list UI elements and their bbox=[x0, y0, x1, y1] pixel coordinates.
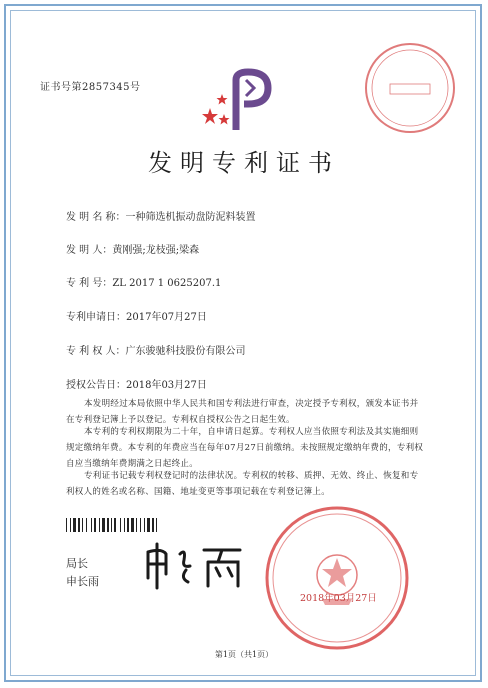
field-row-patent-number bbox=[66, 274, 221, 289]
barcode-bar bbox=[91, 518, 92, 532]
field-value: 2017年07月27日 bbox=[126, 312, 207, 323]
seal-date: 2018年03月27日 bbox=[300, 593, 377, 604]
field-row-patentee bbox=[66, 342, 246, 357]
paragraph-term: 本专利的专利权期限为二十年，自申请日起算。专利权人应当依照专利法及其实施细则规定缴纳年费。本专利的年费应当在每年07月27日前缴纳。未按照规定缴纳年费的，专利权自应当缴纳年费期满之日起终止。 bbox=[66, 427, 424, 469]
barcode bbox=[66, 518, 194, 532]
barcode-bar bbox=[144, 518, 145, 532]
barcode-bar bbox=[94, 518, 96, 532]
certificate-number: 证书号第2857345号 bbox=[40, 82, 141, 93]
field-label: 发 明 人： bbox=[66, 245, 113, 256]
barcode-bar bbox=[156, 518, 157, 532]
barcode-bar bbox=[86, 518, 87, 532]
patent-office-logo-icon bbox=[200, 68, 280, 134]
page-footer: 第1页（共1页） bbox=[214, 650, 274, 659]
paragraph-legal-status: 专利证书记载专利权登记时的法律状况。专利权的转移、质押、无效、终止、恢复和专利权人的姓名或名称、国籍、地址变更等事项记载在专利登记簿上。 bbox=[66, 471, 419, 497]
field-label: 授权公告日： bbox=[66, 380, 126, 391]
director-title: 局长 bbox=[66, 557, 88, 570]
barcode-bar bbox=[78, 518, 80, 532]
paragraph-decision: 本发明经过本局依照中华人民共和国专利法进行审查，决定授予专利权，颁发本证书并在专利登记簿上予以登记。专利权自授权公告之日起生效。 bbox=[66, 399, 419, 425]
field-value: 一种筛选机振动盘防泥料装置 bbox=[125, 212, 256, 223]
official-seal-icon bbox=[262, 503, 412, 653]
field-row-grant-date bbox=[66, 376, 207, 391]
barcode-bar bbox=[127, 518, 129, 532]
barcode-bar bbox=[124, 518, 125, 532]
field-row-invention-name bbox=[66, 208, 256, 223]
barcode-bar bbox=[102, 518, 105, 532]
field-label: 专利申请日： bbox=[66, 312, 126, 323]
field-value: 黄刚强;龙枝强;梁森 bbox=[112, 245, 200, 256]
barcode-bar bbox=[99, 518, 100, 532]
barcode-bar bbox=[120, 518, 121, 532]
barcode-bar bbox=[107, 518, 109, 532]
barcode-bar bbox=[114, 518, 116, 532]
barcode-bar bbox=[66, 518, 67, 532]
field-value: 广东骏驰科技股份有限公司 bbox=[125, 346, 246, 357]
director-name: 申长雨 bbox=[66, 575, 99, 588]
field-value: ZL 2017 1 0625207.1 bbox=[112, 278, 222, 289]
corner-stamp-icon bbox=[360, 38, 460, 138]
barcode-bar bbox=[111, 518, 112, 532]
barcode-bar bbox=[131, 518, 134, 532]
field-value: 2018年03月27日 bbox=[126, 380, 207, 391]
director-signature bbox=[140, 540, 250, 590]
field-label: 专 利 号： bbox=[66, 278, 113, 289]
barcode-bar bbox=[152, 518, 154, 532]
field-row-filing-date bbox=[66, 308, 207, 323]
barcode-bar bbox=[82, 518, 83, 532]
page-title: 发明专利证书 bbox=[148, 149, 340, 177]
barcode-bar bbox=[136, 518, 137, 532]
barcode-bar bbox=[147, 518, 150, 532]
field-label: 专 利 权 人： bbox=[66, 346, 126, 357]
barcode-bar bbox=[73, 518, 76, 532]
field-label: 发 明 名 称： bbox=[66, 212, 126, 223]
barcode-bar bbox=[140, 518, 141, 532]
field-row-inventors bbox=[66, 241, 199, 256]
barcode-bar bbox=[70, 518, 71, 532]
